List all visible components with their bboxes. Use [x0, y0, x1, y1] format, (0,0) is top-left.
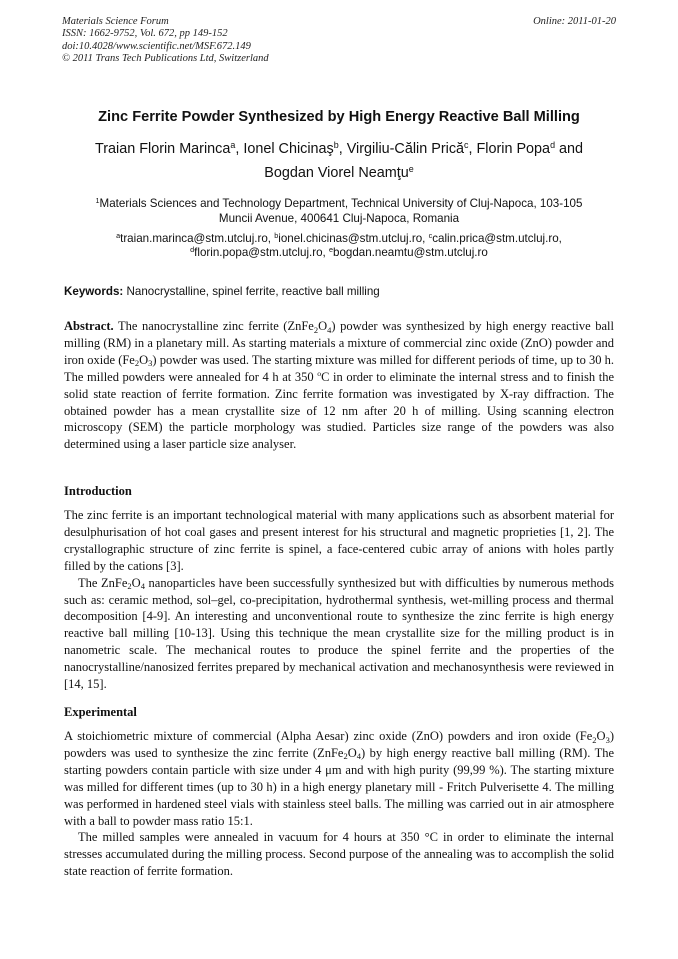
keywords-label: Keywords:: [64, 285, 124, 298]
author-name: Florin Popa: [476, 141, 551, 157]
abstract-label: Abstract.: [64, 319, 114, 333]
author-name: Virgiliu-Călin Prică: [346, 141, 465, 157]
journal-name: Materials Science Forum: [62, 16, 169, 27]
introduction-heading: Introduction: [64, 484, 132, 498]
author-name: Ionel Chicinaş: [243, 141, 334, 157]
online-date: Online: 2011-01-20: [533, 16, 616, 27]
affiliation-sup: 1: [95, 196, 100, 206]
abstract: Abstract. The nanocrystalline zinc ferrite $(ZnFe_2O_4)$ powder was synthesized by high energy reactive ball milling (RM) in a planetary mill. As starting materials a mixture of commercial zinc oxide (ZnO) powder and iron oxide $(Fe_2O_3)$ powder was used. The starting mixture was milled for different periods of time, up to 30 h. The milled powders were annealed for 4 h at 350 $^o$C in order to eliminate the internal stress and to finish the solid state reaction of ferrite formation. Zinc ferrite formation was investigated by X-ray diffraction. The obtained powder has a mean crystallite size of 12 nm after 20 h of milling. Using scanning electron microscopy (SEM) the particle morphology was studied. Particles size range of the powders was also determined using a laser particle size analyser.: [64, 319, 614, 452]
author-sup: a: [230, 140, 236, 151]
author-sup: c: [464, 140, 469, 151]
author-name: Bogdan Viorel Neamţu: [264, 165, 409, 181]
affiliation-line-1: Materials Sciences and Technology Department, Technical University of Cluj-Napoca, 103-105: [99, 197, 583, 210]
copyright-line: © 2011 Trans Tech Publications Ltd, Switzerland: [62, 53, 269, 65]
intro-paragraph-2: The $ZnFe_2O_4$ nanoparticles have been successfully synthesized but with difficulties by numerous methods such as: ceramic method, sol–gel, co-precipitation, hydrothermal synthesis, wet-milling process and thermal decomposition [4-9]. An interesting and unconventional route to synthesize the zinc ferrite is high energy reactive ball milling [10-13]. Using this technique the mean crystallite size for the milling product is in nanometric scale. The mechanical routes to produce the spinel ferrite and the properties of the nanocrystalline/nanosized ferrites prepared by mechanical activation and mechanosynthesis were reviewed in [14, 15].: [64, 575, 614, 692]
author-sup: e: [408, 164, 414, 175]
doi-line: doi:10.4028/www.scientific.net/MSF.672.149: [62, 40, 251, 52]
experimental-body: [64, 728, 614, 880]
keywords-text: Nanocrystalline, spinel ferrite, reactive ball milling: [123, 285, 380, 298]
author-sup: d: [550, 140, 556, 151]
author-list: Traian Florin Marinca$^a$, Ionel Chicinaş$^b$, Virgiliu-Călin Prică$^c$, Florin Popa$^d$ and Bogdan Viorel Neamţu$^e$: [94, 140, 584, 181]
affiliation-line-2: Muncii Avenue, 400641 Cluj-Napoca, Romania: [218, 212, 460, 225]
author-name: Traian Florin Marinca: [94, 141, 231, 157]
email-e[interactable]: bogdan.neamtu@stm.utcluj.ro: [333, 246, 488, 259]
issn-line: ISSN: 1662-9752, Vol. 672, pp 149-152: [62, 28, 228, 40]
email-a[interactable]: traian.marinca@stm.utcluj.ro,: [120, 232, 272, 245]
paper-title: Zinc Ferrite Powder Synthesized by High Energy Reactive Ball Milling: [98, 109, 580, 125]
exp-paragraph-2: The milled samples were annealed in vacuum for 4 hours at 350 °C in order to eliminate the internal stresses accumulated during the milling process. Second purpose of the annealing was to accomplish the solid state reaction of ferrite formation.: [64, 830, 614, 879]
exp-paragraph-1: A stoichiometric mixture of commercial (Alpha Aesar) zinc oxide (ZnO) powders and iron oxide $(Fe_2O_3)$ powders was used to synthesize the zinc ferrite $(ZnFe_2O_4)$ by high energy reactive ball milling (RM). The starting powders contain particle with size under 4 μm and with high purity (99,99 %). The starting mixture was milled for different times (up to 30 h) in a high energy planetary mill - Fritch Pulverisette 4. The milling was performed in hardened steel vials with stainless steel balls. The milling was carried out in air atmosphere with a ball to powder mass ratio 15:1.: [64, 729, 615, 828]
author-sup: b: [333, 140, 339, 151]
email-c[interactable]: calin.prica@stm.utcluj.ro,: [432, 232, 562, 245]
keywords: [64, 285, 614, 298]
experimental-heading: Experimental: [64, 705, 137, 719]
email-b[interactable]: ionel.chicinas@stm.utcluj.ro,: [278, 232, 426, 245]
email-d[interactable]: florin.popa@stm.utcluj.ro,: [194, 246, 326, 259]
email-list: $^a$traian.marinca@stm.utcluj.ro, $^b$ionel.chicinas@stm.utcluj.ro, $^c$calin.prica@stm.utcluj.ro, $^d$florin.popa@stm.utcluj.ro, $^e$bogdan.neamtu@stm.utcluj.ro: [116, 231, 562, 259]
journal-header: [62, 16, 269, 66]
affiliation: [40, 196, 638, 226]
intro-paragraph-1: The zinc ferrite is an important technological material with many applications such as absorbent material for desulphurisation of hot coal gases and present interest for his structural and magnetic proprieties [1, 2]. The crystallographic structure of zinc ferrite is spinel, a face-centered cubic array of anions with holes partly filled by the cations [3].: [64, 508, 614, 573]
introduction-body: [64, 507, 614, 693]
